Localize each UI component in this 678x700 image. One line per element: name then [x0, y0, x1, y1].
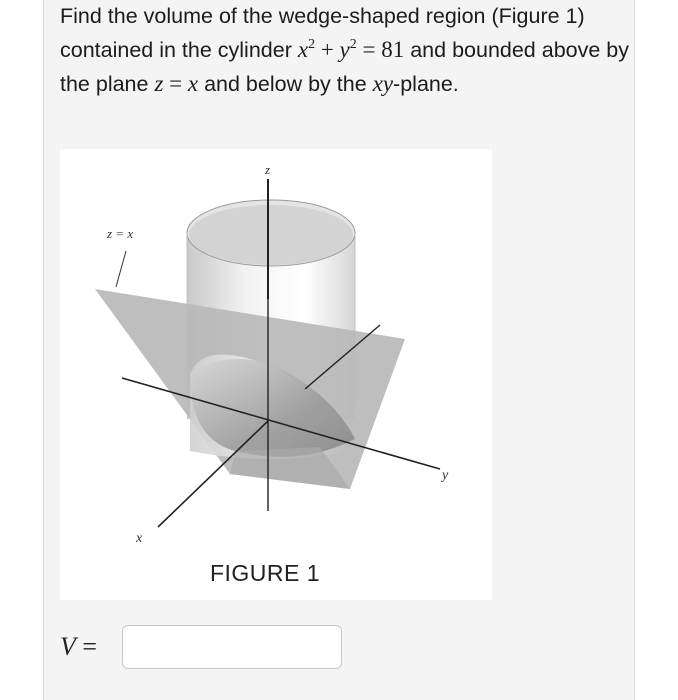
z-axis-label: z — [265, 162, 271, 177]
question-text-part3: and below by the — [198, 72, 373, 96]
x-axis-label: x — [136, 531, 143, 546]
question-text-part4: -plane. — [393, 72, 459, 96]
question-text-part1: Find the volume of the wedge-shaped region (Figure 1) contained in the cylinder — [60, 4, 585, 62]
question-text-part2: and bounded above by the plane — [60, 38, 630, 96]
wedge-figure-diagram — [60, 149, 492, 600]
cylinder-plus-sign: + — [315, 37, 340, 62]
answer-label-equals: = — [75, 632, 98, 661]
figure-caption: FIGURE 1 — [209, 560, 321, 586]
cylinder-equation — [298, 37, 404, 62]
answer-row — [60, 622, 342, 672]
plane-label-pointer — [116, 251, 126, 287]
cylinder-equals-value: = 81 — [356, 37, 405, 62]
plane-x-variable: x — [187, 71, 199, 96]
answer-label-variable: V — [60, 632, 76, 661]
plane-equation — [154, 71, 198, 96]
plane-z-variable: z — [154, 71, 164, 96]
plane-label: z = x — [107, 226, 134, 241]
cylinder-x-variable: x — [297, 37, 309, 62]
cylinder-y-variable: y — [339, 37, 350, 62]
xy-plane-variable: xy — [372, 71, 394, 96]
question-text — [60, 0, 630, 101]
cylinder-x-exponent: 2 — [308, 37, 316, 52]
cylinder-y-exponent: 2 — [349, 37, 357, 52]
plane-equals-sign: = — [163, 71, 188, 96]
cylinder-top-inner — [189, 205, 353, 265]
answer-label — [60, 632, 122, 662]
figure-1-panel — [60, 149, 492, 600]
volume-answer-input[interactable] — [122, 625, 342, 669]
y-axis-label: y — [442, 468, 449, 483]
